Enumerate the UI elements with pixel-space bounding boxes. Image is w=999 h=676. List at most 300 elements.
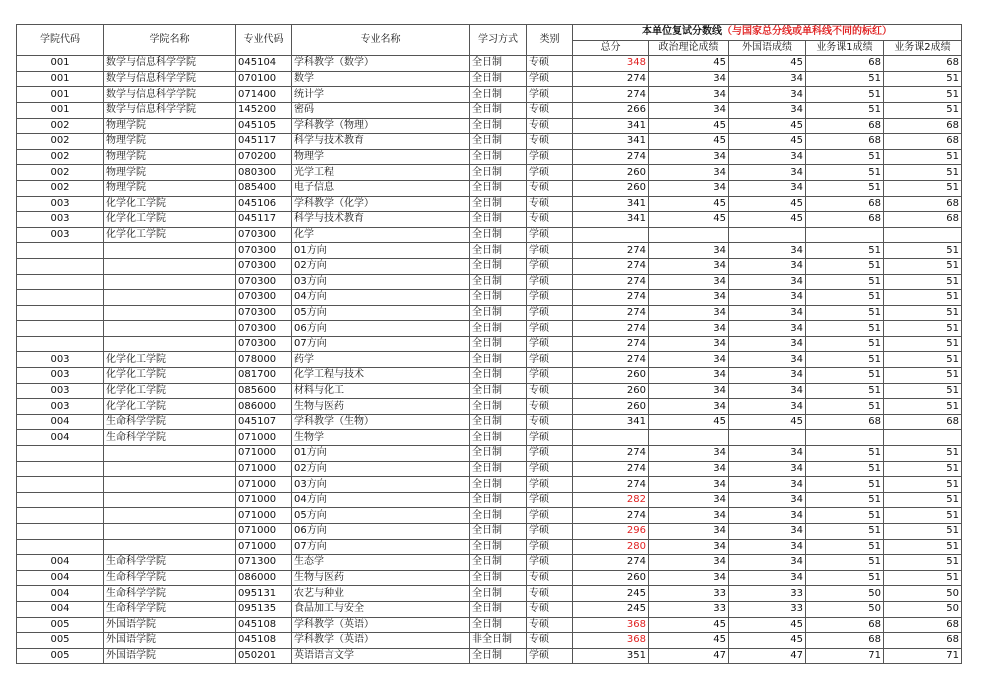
cell-subject1: 68	[806, 633, 884, 649]
cell-study-mode: 全日制	[470, 180, 527, 196]
cell-college-name: 生命科学学院	[104, 555, 236, 571]
cell-subject2: 51	[884, 555, 962, 571]
cell-total: 274	[573, 71, 649, 87]
cell-college-name: 物理学院	[104, 134, 236, 150]
cell-category: 学硕	[527, 539, 573, 555]
table-row	[17, 555, 962, 571]
cell-study-mode: 全日制	[470, 274, 527, 290]
cell-total: 274	[573, 290, 649, 306]
table-body	[17, 56, 962, 664]
cell-category: 学硕	[527, 290, 573, 306]
cell-category: 学硕	[527, 227, 573, 243]
cell-major-code: 070300	[236, 258, 292, 274]
cell-subject1: 51	[806, 71, 884, 87]
cell-major-name: 化学工程与技术	[292, 368, 470, 384]
cell-subject1: 68	[806, 414, 884, 430]
cell-college-code: 003	[17, 352, 104, 368]
cell-college-code: 003	[17, 383, 104, 399]
cell-subject2: 71	[884, 648, 962, 664]
cell-college-name: 数学与信息科学学院	[104, 71, 236, 87]
cell-total: 341	[573, 118, 649, 134]
cell-major-code: 045104	[236, 56, 292, 72]
cell-study-mode: 全日制	[470, 570, 527, 586]
cell-major-name: 电子信息	[292, 180, 470, 196]
table-row	[17, 617, 962, 633]
cell-college-code: 004	[17, 414, 104, 430]
cell-politics: 34	[649, 399, 729, 415]
cell-major-name: 06方向	[292, 524, 470, 540]
cell-subject1: 68	[806, 196, 884, 212]
cell-major-code: 085400	[236, 180, 292, 196]
cell-total: 348	[573, 56, 649, 72]
cell-category: 学硕	[527, 336, 573, 352]
cell-total: 341	[573, 212, 649, 228]
cell-major-name: 农艺与种业	[292, 586, 470, 602]
cell-study-mode: 全日制	[470, 102, 527, 118]
cell-subject1: 68	[806, 56, 884, 72]
table-row	[17, 352, 962, 368]
cell-foreign: 45	[729, 414, 806, 430]
cell-major-name: 02方向	[292, 461, 470, 477]
cell-college-code: 003	[17, 368, 104, 384]
cell-foreign: 47	[729, 648, 806, 664]
cell-college-code: 004	[17, 601, 104, 617]
cell-major-code: 045117	[236, 212, 292, 228]
table-row	[17, 508, 962, 524]
cell-subject2: 68	[884, 212, 962, 228]
table-row	[17, 492, 962, 508]
cell-subject1: 51	[806, 87, 884, 103]
cell-subject2: 51	[884, 149, 962, 165]
cell-major-code: 070200	[236, 149, 292, 165]
cell-study-mode: 全日制	[470, 165, 527, 181]
cell-major-code: 070300	[236, 227, 292, 243]
cell-college-code: 004	[17, 555, 104, 571]
cell-major-code: 070300	[236, 321, 292, 337]
cell-subject1: 51	[806, 305, 884, 321]
cell-college-code: 002	[17, 149, 104, 165]
cell-subject1: 68	[806, 118, 884, 134]
cell-subject2: 68	[884, 196, 962, 212]
cell-major-code: 095135	[236, 601, 292, 617]
cell-study-mode: 全日制	[470, 71, 527, 87]
cell-college-name	[104, 524, 236, 540]
cell-foreign: 45	[729, 633, 806, 649]
cell-subject2: 51	[884, 71, 962, 87]
cell-major-code: 071000	[236, 446, 292, 462]
cell-total	[573, 227, 649, 243]
cell-major-code: 080300	[236, 165, 292, 181]
cell-college-name: 化学化工学院	[104, 368, 236, 384]
cell-college-code	[17, 305, 104, 321]
cell-major-name: 科学与技术教育	[292, 212, 470, 228]
cell-major-code: 071400	[236, 87, 292, 103]
cell-college-name: 生命科学学院	[104, 586, 236, 602]
cell-foreign: 34	[729, 149, 806, 165]
cell-college-name: 数学与信息科学学院	[104, 87, 236, 103]
table-row	[17, 290, 962, 306]
cell-college-name: 物理学院	[104, 180, 236, 196]
cell-college-name: 化学化工学院	[104, 212, 236, 228]
cell-major-name: 食品加工与安全	[292, 601, 470, 617]
cell-subject2: 68	[884, 633, 962, 649]
cell-politics: 33	[649, 586, 729, 602]
cell-college-name: 外国语学院	[104, 617, 236, 633]
cell-college-code	[17, 243, 104, 259]
cell-major-name: 生物学	[292, 430, 470, 446]
cell-subject2: 51	[884, 508, 962, 524]
cell-college-name: 数学与信息科学学院	[104, 102, 236, 118]
cell-politics: 45	[649, 633, 729, 649]
cell-college-code	[17, 524, 104, 540]
cell-major-code: 071000	[236, 477, 292, 493]
cell-major-code: 086000	[236, 399, 292, 415]
cell-subject1: 51	[806, 368, 884, 384]
cell-total: 266	[573, 102, 649, 118]
cell-college-code: 005	[17, 633, 104, 649]
cell-college-name	[104, 258, 236, 274]
cell-politics: 34	[649, 71, 729, 87]
cell-foreign: 45	[729, 212, 806, 228]
cell-category: 学硕	[527, 648, 573, 664]
cell-politics: 34	[649, 321, 729, 337]
cell-college-code: 001	[17, 102, 104, 118]
cell-college-code: 002	[17, 165, 104, 181]
cell-foreign: 34	[729, 180, 806, 196]
table-row	[17, 633, 962, 649]
cell-college-name	[104, 539, 236, 555]
table-row	[17, 87, 962, 103]
cell-category: 学硕	[527, 446, 573, 462]
cell-category: 专硕	[527, 212, 573, 228]
cell-subject1: 51	[806, 149, 884, 165]
header-row	[17, 25, 962, 41]
cell-subject1: 51	[806, 477, 884, 493]
cell-major-code: 045105	[236, 118, 292, 134]
cell-subject2: 51	[884, 461, 962, 477]
cell-total: 296	[573, 524, 649, 540]
table-row	[17, 399, 962, 415]
cell-major-code: 050201	[236, 648, 292, 664]
cell-subject1: 68	[806, 617, 884, 633]
cell-total: 274	[573, 336, 649, 352]
cell-subject2	[884, 227, 962, 243]
cell-subject1: 51	[806, 290, 884, 306]
cell-college-code: 001	[17, 56, 104, 72]
cell-politics: 45	[649, 212, 729, 228]
header-score-group	[573, 25, 962, 41]
cell-college-name: 物理学院	[104, 165, 236, 181]
table-row	[17, 524, 962, 540]
cell-category: 专硕	[527, 586, 573, 602]
cell-politics: 45	[649, 56, 729, 72]
cell-total: 351	[573, 648, 649, 664]
cell-politics: 34	[649, 305, 729, 321]
cell-category: 学硕	[527, 258, 573, 274]
cell-major-name: 数学	[292, 71, 470, 87]
table-row	[17, 586, 962, 602]
cell-category: 专硕	[527, 399, 573, 415]
cell-subject2: 68	[884, 414, 962, 430]
cell-major-name: 生物与医药	[292, 399, 470, 415]
cell-total: 260	[573, 570, 649, 586]
cell-foreign: 34	[729, 477, 806, 493]
cell-study-mode: 全日制	[470, 258, 527, 274]
cell-foreign: 34	[729, 555, 806, 571]
cell-study-mode: 全日制	[470, 383, 527, 399]
cell-subject1: 68	[806, 212, 884, 228]
cell-major-name: 01方向	[292, 446, 470, 462]
cell-study-mode: 全日制	[470, 648, 527, 664]
table-row	[17, 336, 962, 352]
cell-total: 274	[573, 149, 649, 165]
table-row	[17, 180, 962, 196]
cell-college-name: 化学化工学院	[104, 399, 236, 415]
cell-subject1: 51	[806, 258, 884, 274]
cell-subject2: 68	[884, 617, 962, 633]
cell-foreign: 45	[729, 617, 806, 633]
cell-politics: 34	[649, 149, 729, 165]
cell-total: 274	[573, 446, 649, 462]
cell-politics: 34	[649, 492, 729, 508]
header-subject2: 业务课2成绩	[884, 40, 962, 56]
cell-subject2: 51	[884, 274, 962, 290]
cell-college-code: 003	[17, 196, 104, 212]
cell-subject2: 51	[884, 524, 962, 540]
table-row	[17, 149, 962, 165]
table-row	[17, 477, 962, 493]
table-row	[17, 258, 962, 274]
cell-study-mode: 全日制	[470, 227, 527, 243]
cell-college-code: 001	[17, 71, 104, 87]
cell-study-mode: 全日制	[470, 617, 527, 633]
cell-college-code	[17, 508, 104, 524]
header-study-mode: 学习方式	[470, 25, 527, 56]
cell-foreign: 45	[729, 134, 806, 150]
cell-study-mode: 全日制	[470, 321, 527, 337]
cell-study-mode: 非全日制	[470, 633, 527, 649]
cell-college-code: 002	[17, 180, 104, 196]
cell-category: 学硕	[527, 165, 573, 181]
table-row	[17, 165, 962, 181]
cell-foreign: 34	[729, 539, 806, 555]
cell-politics: 47	[649, 648, 729, 664]
cell-college-name: 生命科学学院	[104, 414, 236, 430]
cell-category: 专硕	[527, 196, 573, 212]
cell-politics: 34	[649, 258, 729, 274]
cell-category: 专硕	[527, 118, 573, 134]
cell-study-mode: 全日制	[470, 368, 527, 384]
cell-major-name: 药学	[292, 352, 470, 368]
cell-study-mode: 全日制	[470, 305, 527, 321]
cell-subject1: 50	[806, 601, 884, 617]
cell-politics: 34	[649, 102, 729, 118]
cell-total: 245	[573, 586, 649, 602]
cell-study-mode: 全日制	[470, 212, 527, 228]
cell-college-code	[17, 274, 104, 290]
cell-major-name: 07方向	[292, 336, 470, 352]
cell-major-code: 070300	[236, 274, 292, 290]
cell-total: 274	[573, 555, 649, 571]
cell-subject2: 68	[884, 118, 962, 134]
cell-politics: 34	[649, 508, 729, 524]
cell-college-code: 004	[17, 570, 104, 586]
cell-category: 学硕	[527, 477, 573, 493]
cell-total: 341	[573, 196, 649, 212]
header-major-code: 专业代码	[236, 25, 292, 56]
cell-total: 341	[573, 414, 649, 430]
cell-total: 368	[573, 633, 649, 649]
cell-total: 282	[573, 492, 649, 508]
cell-major-code: 078000	[236, 352, 292, 368]
table-row	[17, 321, 962, 337]
cell-study-mode: 全日制	[470, 586, 527, 602]
cell-major-name: 03方向	[292, 477, 470, 493]
header-subject1: 业务课1成绩	[806, 40, 884, 56]
cell-foreign: 34	[729, 305, 806, 321]
header-category: 类别	[527, 25, 573, 56]
cell-subject2: 51	[884, 321, 962, 337]
cell-college-code: 002	[17, 134, 104, 150]
cell-politics: 34	[649, 477, 729, 493]
cell-major-name: 科学与技术教育	[292, 134, 470, 150]
table-row	[17, 648, 962, 664]
cell-college-code: 003	[17, 212, 104, 228]
cell-study-mode: 全日制	[470, 524, 527, 540]
table-row	[17, 243, 962, 259]
cell-category: 学硕	[527, 149, 573, 165]
cell-foreign: 34	[729, 508, 806, 524]
cell-total: 274	[573, 461, 649, 477]
cell-total: 260	[573, 399, 649, 415]
cell-category: 专硕	[527, 134, 573, 150]
cell-subject2: 51	[884, 87, 962, 103]
cell-foreign: 34	[729, 383, 806, 399]
cell-college-code: 005	[17, 617, 104, 633]
cell-study-mode: 全日制	[470, 56, 527, 72]
cell-category: 学硕	[527, 321, 573, 337]
cell-major-code: 045107	[236, 414, 292, 430]
cell-college-name: 化学化工学院	[104, 196, 236, 212]
header-politics: 政治理论成绩	[649, 40, 729, 56]
cell-foreign: 45	[729, 118, 806, 134]
cell-politics: 34	[649, 368, 729, 384]
cell-college-code: 003	[17, 399, 104, 415]
cell-study-mode: 全日制	[470, 196, 527, 212]
cell-subject2: 51	[884, 352, 962, 368]
cell-subject2: 51	[884, 539, 962, 555]
cell-foreign: 34	[729, 258, 806, 274]
cell-major-name: 密码	[292, 102, 470, 118]
cell-category: 专硕	[527, 383, 573, 399]
cell-major-code: 070300	[236, 336, 292, 352]
cell-total	[573, 430, 649, 446]
table-row	[17, 305, 962, 321]
cell-major-code: 085600	[236, 383, 292, 399]
cell-major-code: 071000	[236, 430, 292, 446]
cell-subject2: 51	[884, 290, 962, 306]
cell-total: 274	[573, 321, 649, 337]
cell-subject1	[806, 430, 884, 446]
cell-category: 专硕	[527, 633, 573, 649]
cell-subject2: 51	[884, 165, 962, 181]
cell-major-name: 物理学	[292, 149, 470, 165]
cell-category: 学硕	[527, 508, 573, 524]
cell-subject1: 51	[806, 274, 884, 290]
cell-total: 274	[573, 477, 649, 493]
cell-category: 专硕	[527, 601, 573, 617]
cell-study-mode: 全日制	[470, 492, 527, 508]
cell-category: 学硕	[527, 243, 573, 259]
cell-college-name: 物理学院	[104, 149, 236, 165]
cell-major-name: 04方向	[292, 492, 470, 508]
cell-major-code: 081700	[236, 368, 292, 384]
cell-foreign	[729, 227, 806, 243]
cell-major-name: 05方向	[292, 508, 470, 524]
cell-college-name	[104, 508, 236, 524]
cell-college-code: 003	[17, 227, 104, 243]
cell-foreign: 34	[729, 243, 806, 259]
cell-major-name: 01方向	[292, 243, 470, 259]
cell-study-mode: 全日制	[470, 539, 527, 555]
cell-college-name: 化学化工学院	[104, 227, 236, 243]
cell-college-name	[104, 477, 236, 493]
cell-subject2: 51	[884, 336, 962, 352]
cell-major-name: 07方向	[292, 539, 470, 555]
table-row	[17, 118, 962, 134]
cell-subject2: 51	[884, 368, 962, 384]
cell-subject1: 51	[806, 383, 884, 399]
cell-college-name	[104, 321, 236, 337]
cell-college-name: 生命科学学院	[104, 570, 236, 586]
cell-total: 260	[573, 165, 649, 181]
table-row	[17, 227, 962, 243]
table-row	[17, 134, 962, 150]
cell-total: 274	[573, 305, 649, 321]
cell-major-name: 生态学	[292, 555, 470, 571]
cell-subject1: 51	[806, 492, 884, 508]
cell-total: 274	[573, 87, 649, 103]
table-row	[17, 430, 962, 446]
cell-study-mode: 全日制	[470, 461, 527, 477]
cell-politics: 34	[649, 290, 729, 306]
cell-major-name: 材料与化工	[292, 383, 470, 399]
cell-subject2: 68	[884, 134, 962, 150]
cell-major-name: 06方向	[292, 321, 470, 337]
cell-study-mode: 全日制	[470, 555, 527, 571]
cell-college-code	[17, 477, 104, 493]
cell-major-name: 光学工程	[292, 165, 470, 181]
cell-foreign: 33	[729, 601, 806, 617]
table-row	[17, 414, 962, 430]
cell-college-code: 004	[17, 586, 104, 602]
table-row	[17, 601, 962, 617]
cell-study-mode: 全日制	[470, 601, 527, 617]
cell-foreign: 45	[729, 196, 806, 212]
cell-major-name: 学科教学（数学）	[292, 56, 470, 72]
cell-subject2: 68	[884, 56, 962, 72]
cell-total: 341	[573, 134, 649, 150]
cell-subject1: 68	[806, 134, 884, 150]
cell-foreign: 34	[729, 87, 806, 103]
cell-subject2: 50	[884, 586, 962, 602]
cell-foreign: 34	[729, 321, 806, 337]
cell-study-mode: 全日制	[470, 414, 527, 430]
cell-study-mode: 全日制	[470, 399, 527, 415]
cell-major-code: 045108	[236, 617, 292, 633]
cell-subject1: 51	[806, 180, 884, 196]
cell-study-mode: 全日制	[470, 446, 527, 462]
